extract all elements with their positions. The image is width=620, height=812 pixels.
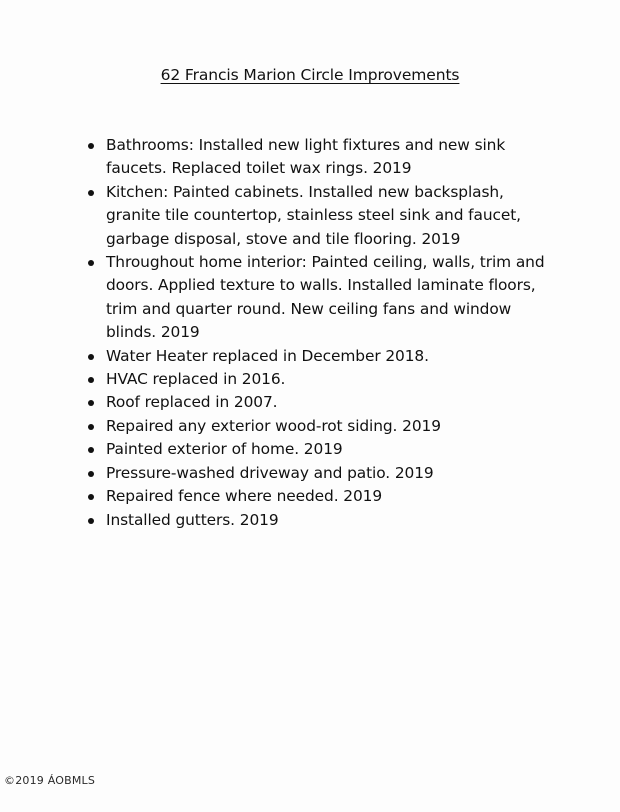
list-item: Bathrooms: Installed new light fixtures and new sink faucets. Replaced toilet wax rings. 2019 — [84, 134, 554, 181]
list-item: Repaired fence where needed. 2019 — [84, 485, 554, 508]
copyright-watermark: ©2019 ÁOBMLS — [4, 774, 96, 787]
list-item: Installed gutters. 2019 — [84, 509, 554, 532]
list-item: Water Heater replaced in December 2018. — [84, 345, 554, 368]
list-item: Throughout home interior: Painted ceiling, walls, trim and doors. Applied texture to walls. Installed laminate floors, trim and quarter round. New ceiling fans and window blinds. 2019 — [84, 251, 554, 345]
document-title: 62 Francis Marion Circle Improvements — [160, 66, 460, 84]
list-item: Kitchen: Painted cabinets. Installed new backsplash, granite tile countertop, stainless steel sink and faucet, garbage disposal, stove and tile flooring. 2019 — [84, 181, 554, 251]
list-item: Painted exterior of home. 2019 — [84, 438, 554, 461]
improvements-list — [84, 134, 554, 532]
list-item: Repaired any exterior wood-rot siding. 2019 — [84, 415, 554, 438]
list-item: Pressure-washed driveway and patio. 2019 — [84, 462, 554, 485]
list-item: Roof replaced in 2007. — [84, 391, 554, 414]
list-item: HVAC replaced in 2016. — [84, 368, 554, 391]
